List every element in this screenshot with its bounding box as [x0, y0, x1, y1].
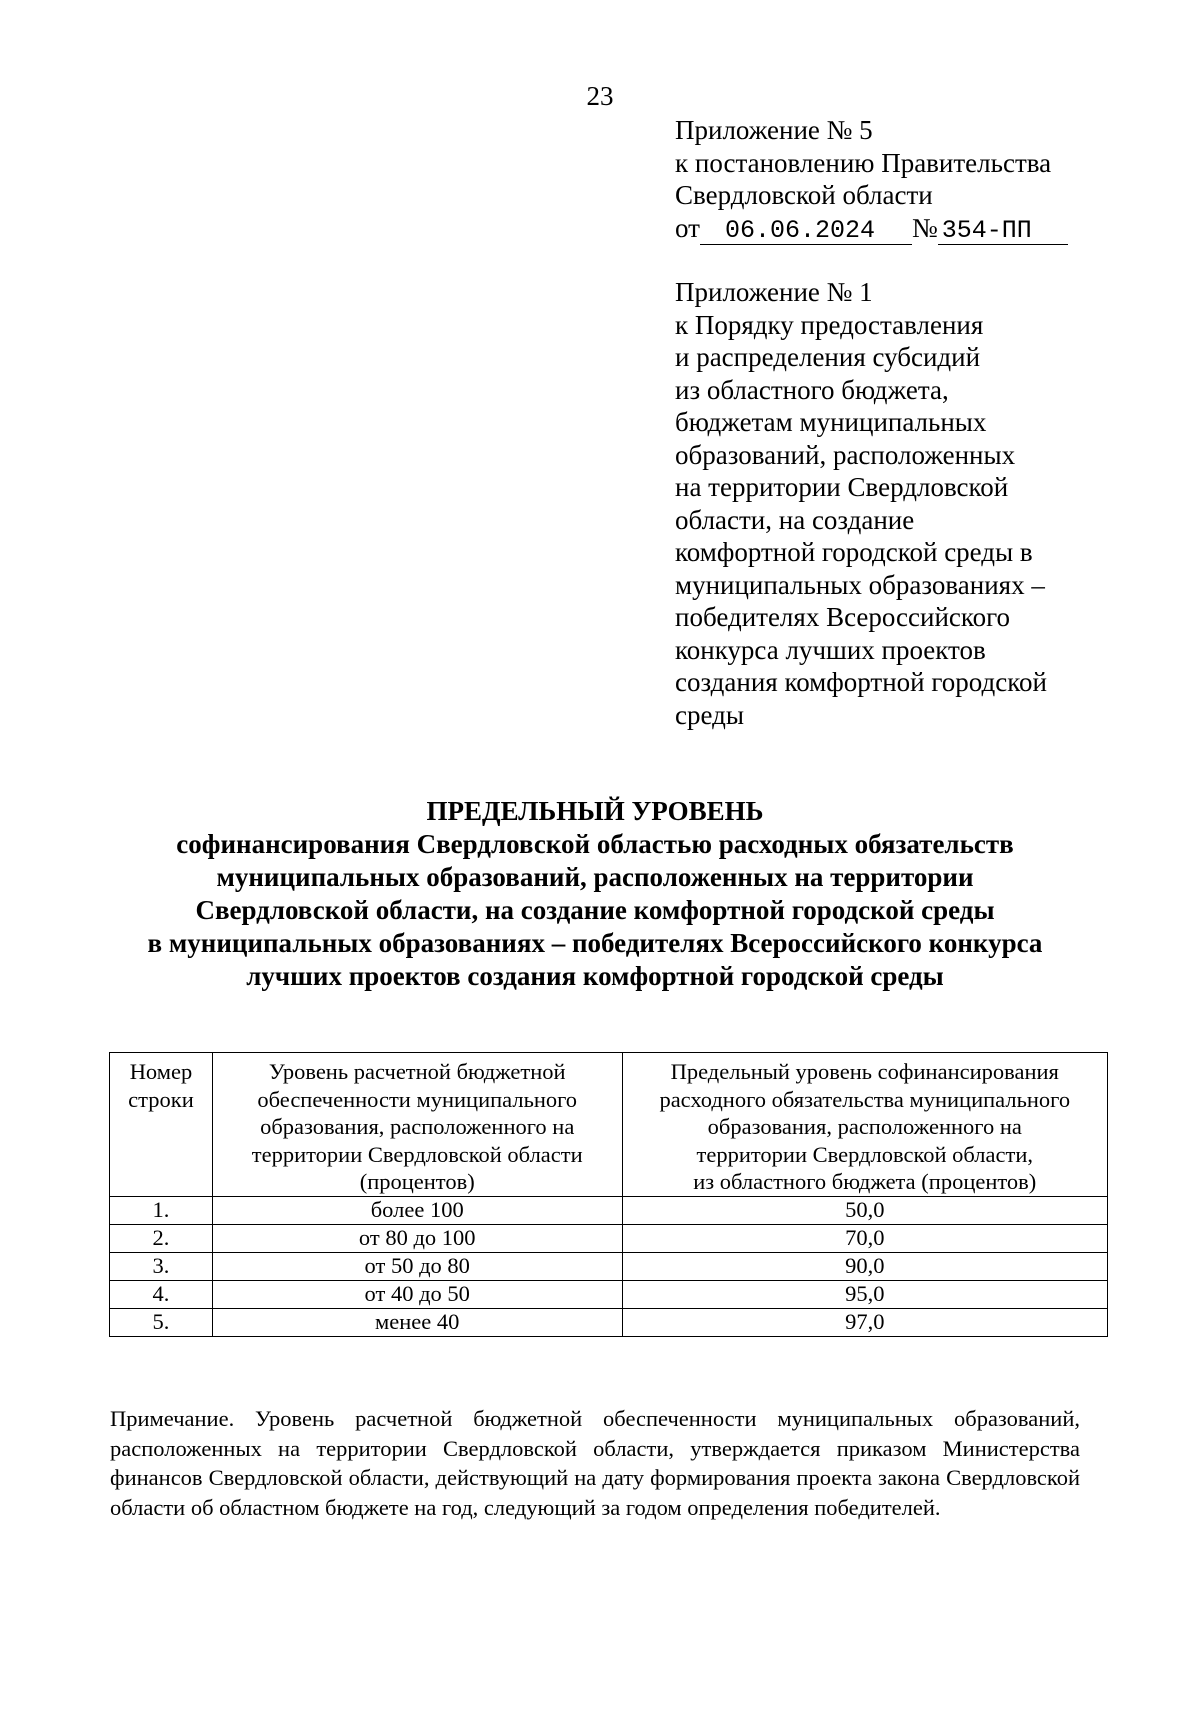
appendix-sub-line: из областного бюджета, — [675, 374, 949, 405]
header-text-line: Предельный уровень софинансирования — [670, 1059, 1059, 1084]
appendix-sub-line: на территории Свердловской — [675, 472, 1009, 502]
header-text-line: из областного бюджета (процентов) — [693, 1169, 1037, 1194]
appendix-main-line: Приложение № 5 — [675, 115, 873, 145]
appendix-main-block — [675, 114, 1145, 245]
number-prefix: № — [911, 212, 938, 243]
resolution-date-row — [675, 212, 1145, 245]
appendix-sub-line: бюджетам муниципальных — [675, 407, 987, 437]
header-row-number — [110, 1053, 213, 1197]
row-number-cell: 4. — [110, 1280, 213, 1308]
row-number-cell: 5. — [110, 1308, 213, 1336]
header-cofinancing-limit — [622, 1053, 1108, 1197]
appendix-sub-block — [675, 276, 1145, 731]
header-text-line: образования, расположенного на — [707, 1114, 1022, 1139]
header-text-line: (процентов) — [359, 1169, 475, 1194]
title-line: Свердловской области, на создание комфортной городской среды — [195, 895, 995, 925]
header-text-line: строки — [128, 1086, 194, 1112]
table-row — [110, 1252, 1108, 1280]
table-row — [110, 1224, 1108, 1252]
appendix-sub-line: создания комфортной городской — [675, 667, 1047, 697]
table-row — [110, 1308, 1108, 1336]
appendix-main-line: Свердловской области — [675, 180, 933, 210]
cofinancing-limit-cell: 95,0 — [622, 1280, 1108, 1308]
appendix-sub-line: и распределения субсидий — [675, 342, 981, 372]
header-text-line: расходного обязательства муниципального — [659, 1086, 1071, 1112]
appendix-sub-line: образований, расположенных — [675, 439, 1016, 470]
cofinancing-limit-cell: 90,0 — [622, 1252, 1108, 1280]
header-text-line: территории Свердловской области, — [696, 1141, 1033, 1167]
budget-level-cell: от 40 до 50 — [212, 1280, 622, 1308]
title-line: в муниципальных образованиях – победителях Всероссийского конкурса — [147, 928, 1043, 958]
row-number-cell: 3. — [110, 1252, 213, 1280]
header-text-line: Номер — [129, 1059, 193, 1084]
appendix-sub-line: к Порядку предоставления — [675, 309, 984, 340]
budget-level-cell: менее 40 — [212, 1308, 622, 1336]
title-line: муниципальных образований, расположенных на территории — [216, 862, 974, 892]
date-prefix: от — [675, 212, 700, 243]
table-row — [110, 1280, 1108, 1308]
appendix-sub-line: конкурса лучших проектов — [675, 634, 986, 665]
resolution-number: 354-ПП — [938, 218, 1068, 245]
header-text-line: обеспеченности муниципального — [257, 1086, 578, 1112]
table-row — [110, 1196, 1108, 1224]
title-line: ПРЕДЕЛЬНЫЙ УРОВЕНЬ — [426, 796, 764, 826]
resolution-date: 06.06.2024 — [700, 218, 912, 245]
appendix-sub-line: области, на создание — [675, 504, 915, 535]
cofinancing-table — [109, 1052, 1108, 1337]
cofinancing-limit-cell: 50,0 — [622, 1196, 1108, 1224]
title-line: софинансирования Свердловской областью расходных обязательств — [176, 829, 1014, 859]
header-text-line: территории Свердловской области — [251, 1141, 583, 1167]
budget-level-cell: от 80 до 100 — [212, 1224, 622, 1252]
appendix-sub-line: победителях Всероссийского — [675, 602, 1011, 632]
appendix-main-line: к постановлению Правительства — [675, 147, 1052, 178]
cofinancing-limit-cell: 70,0 — [622, 1224, 1108, 1252]
budget-level-cell: от 50 до 80 — [212, 1252, 622, 1280]
appendix-sub-line: среды — [675, 699, 744, 730]
header-text-line: образования, расположенного на — [260, 1114, 575, 1139]
header-budget-level — [212, 1053, 622, 1197]
note-paragraph: Примечание. Уровень расчетной бюджетной обеспеченности муниципальных образований, расположенных на территории Свердловской области, утверждается приказом Министерства финансов Свердловской области, действующий на дату формирования проекта закона Свердловской области об областном бюджете на год, следующий за годом определения победителей. — [110, 1406, 1080, 1520]
row-number-cell: 1. — [110, 1196, 213, 1224]
table-header-row — [110, 1053, 1108, 1197]
appendix-sub-line: муниципальных образованиях – — [675, 569, 1045, 600]
document-title — [100, 795, 1090, 993]
title-line: лучших проектов создания комфортной городской среды — [246, 961, 944, 991]
header-text-line: Уровень расчетной бюджетной — [268, 1059, 566, 1084]
budget-level-cell: более 100 — [212, 1196, 622, 1224]
row-number-cell: 2. — [110, 1224, 213, 1252]
page-number: 23 — [586, 81, 614, 111]
appendix-sub-line: Приложение № 1 — [675, 277, 873, 307]
appendix-sub-line: комфортной городской среды в — [675, 537, 1033, 567]
cofinancing-limit-cell: 97,0 — [622, 1308, 1108, 1336]
